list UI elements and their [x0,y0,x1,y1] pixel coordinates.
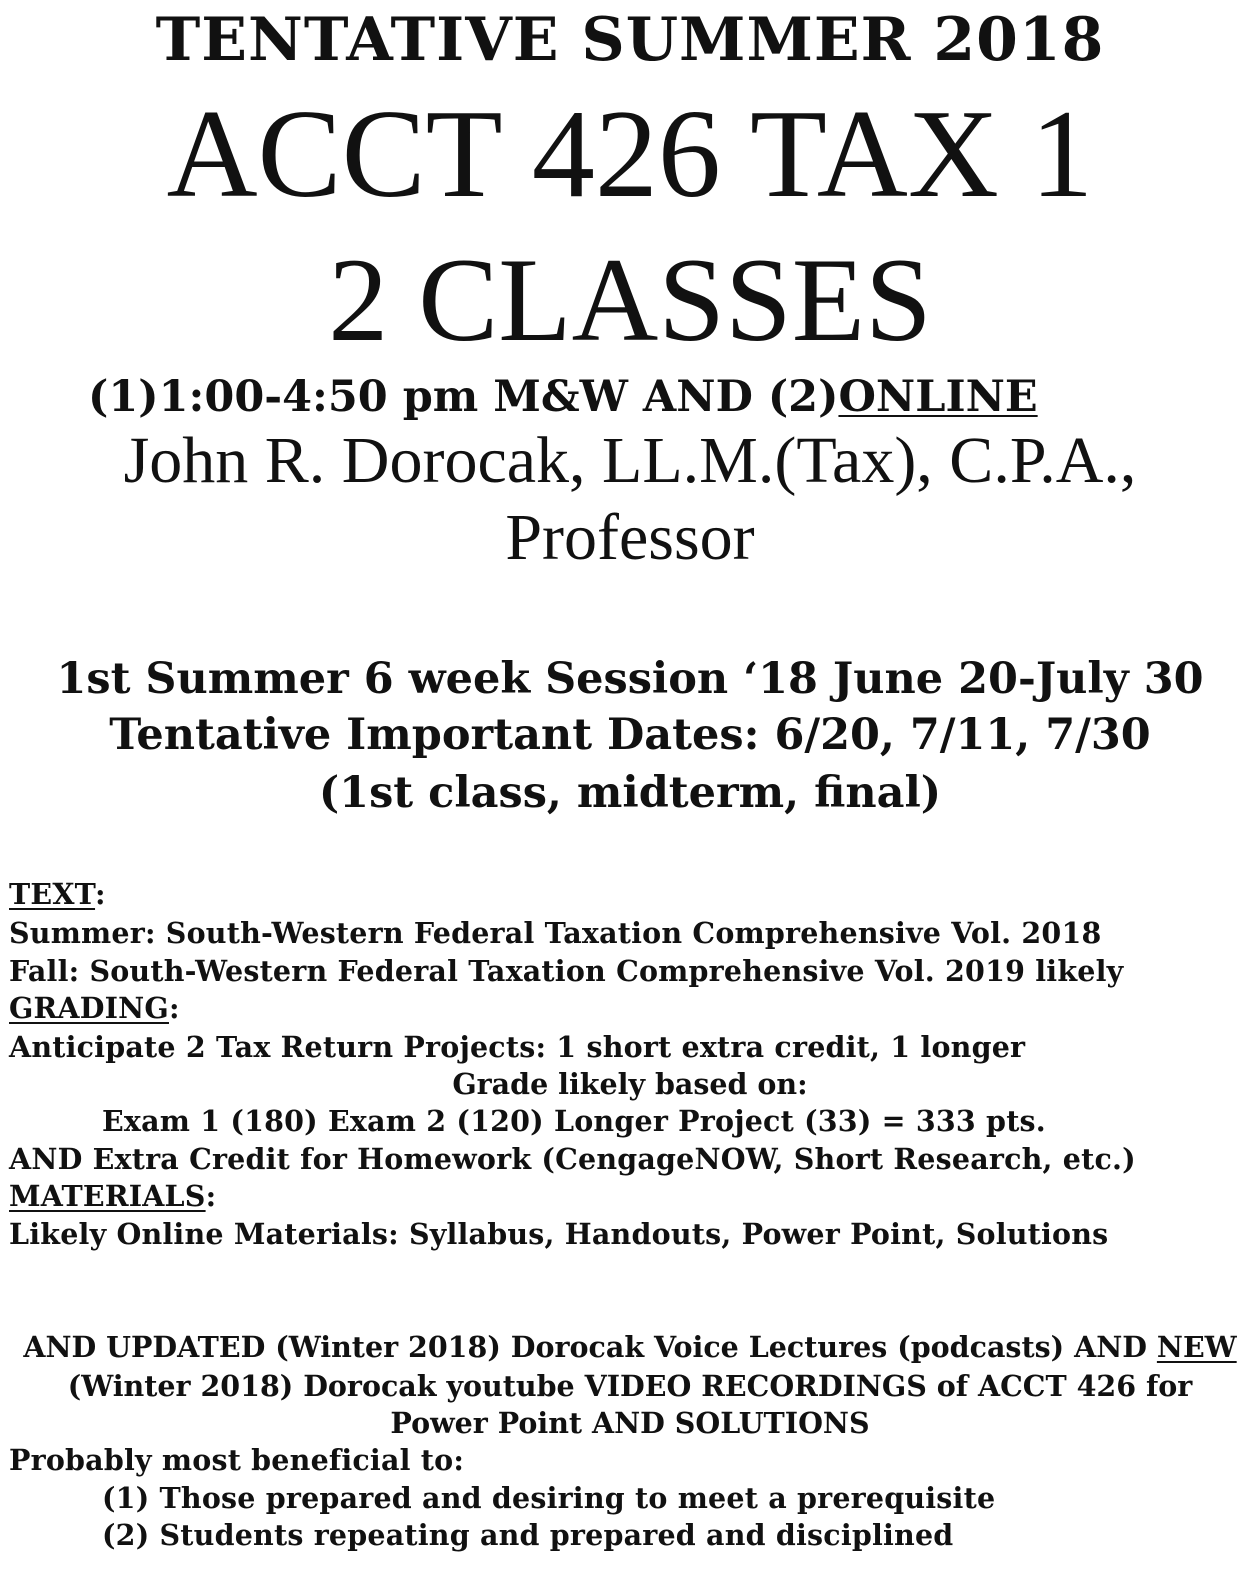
materials-heading [9,1179,217,1213]
updates-line-2: (Winter 2018) Dorocak youtube VIDEO RECORDINGS of ACCT 426 for [67,1369,1193,1403]
grading-breakdown: Exam 1 (180) Exam 2 (120) Longer Project (33) = 333 pts. [102,1104,1046,1138]
text-heading-colon: : [95,877,106,911]
schedule-online: ONLINE [838,372,1038,422]
grading-projects: Anticipate 2 Tax Return Projects: 1 short extra credit, 1 longer [9,1030,1026,1064]
grading-heading-label: GRADING [9,991,169,1025]
instructor-name: John R. Dorocak, LL.M.(Tax), C.P.A., [123,424,1137,497]
updates-line-1 [0,1330,1260,1364]
grading-extra-credit: AND Extra Credit for Homework (CengageNOW, Short Research, etc.) [9,1142,1136,1176]
updates-new-label: NEW [1156,1330,1237,1364]
updates-line-1-text: AND UPDATED (Winter 2018) Dorocak Voice Lectures (podcasts) AND [23,1330,1157,1364]
materials-online: Likely Online Materials: Syllabus, Handouts, Power Point, Solutions [9,1217,1109,1251]
session-dates: 1st Summer 6 week Session ‘18 June 20-July 30 [56,654,1204,704]
class-schedule [88,372,1038,422]
text-heading [9,877,106,911]
beneficial-item: (2) Students repeating and prepared and disciplined [102,1518,954,1552]
updates-line-3: Power Point AND SOLUTIONS [390,1406,870,1440]
text-fall: Fall: South-Western Federal Taxation Comprehensive Vol. 2019 likely [9,954,1124,988]
materials-heading-colon: : [205,1179,217,1213]
instructor-title: Professor [505,501,755,574]
materials-heading-label: MATERIALS [9,1179,206,1213]
flyer-title-term: TENTATIVE SUMMER 2018 [155,5,1105,75]
text-heading-label: TEXT [9,877,96,911]
beneficial-heading: Probably most beneficial to: [9,1443,465,1477]
schedule-times: (1)1:00-4:50 pm M&W AND (2) [88,372,839,422]
grading-heading [9,991,180,1025]
important-dates-note: (1st class, midterm, final) [318,768,942,818]
grading-basis: Grade likely based on: [452,1067,808,1101]
text-summer: Summer: South-Western Federal Taxation Comprehensive Vol. 2018 [9,916,1102,950]
important-dates: Tentative Important Dates: 6/20, 7/11, 7/30 [109,710,1151,760]
course-title: ACCT 426 TAX 1 [166,85,1094,224]
grading-heading-colon: : [168,991,180,1025]
beneficial-item: (1) Those prepared and desiring to meet a prerequisite [102,1481,996,1515]
class-count-title: 2 CLASSES [328,233,932,366]
